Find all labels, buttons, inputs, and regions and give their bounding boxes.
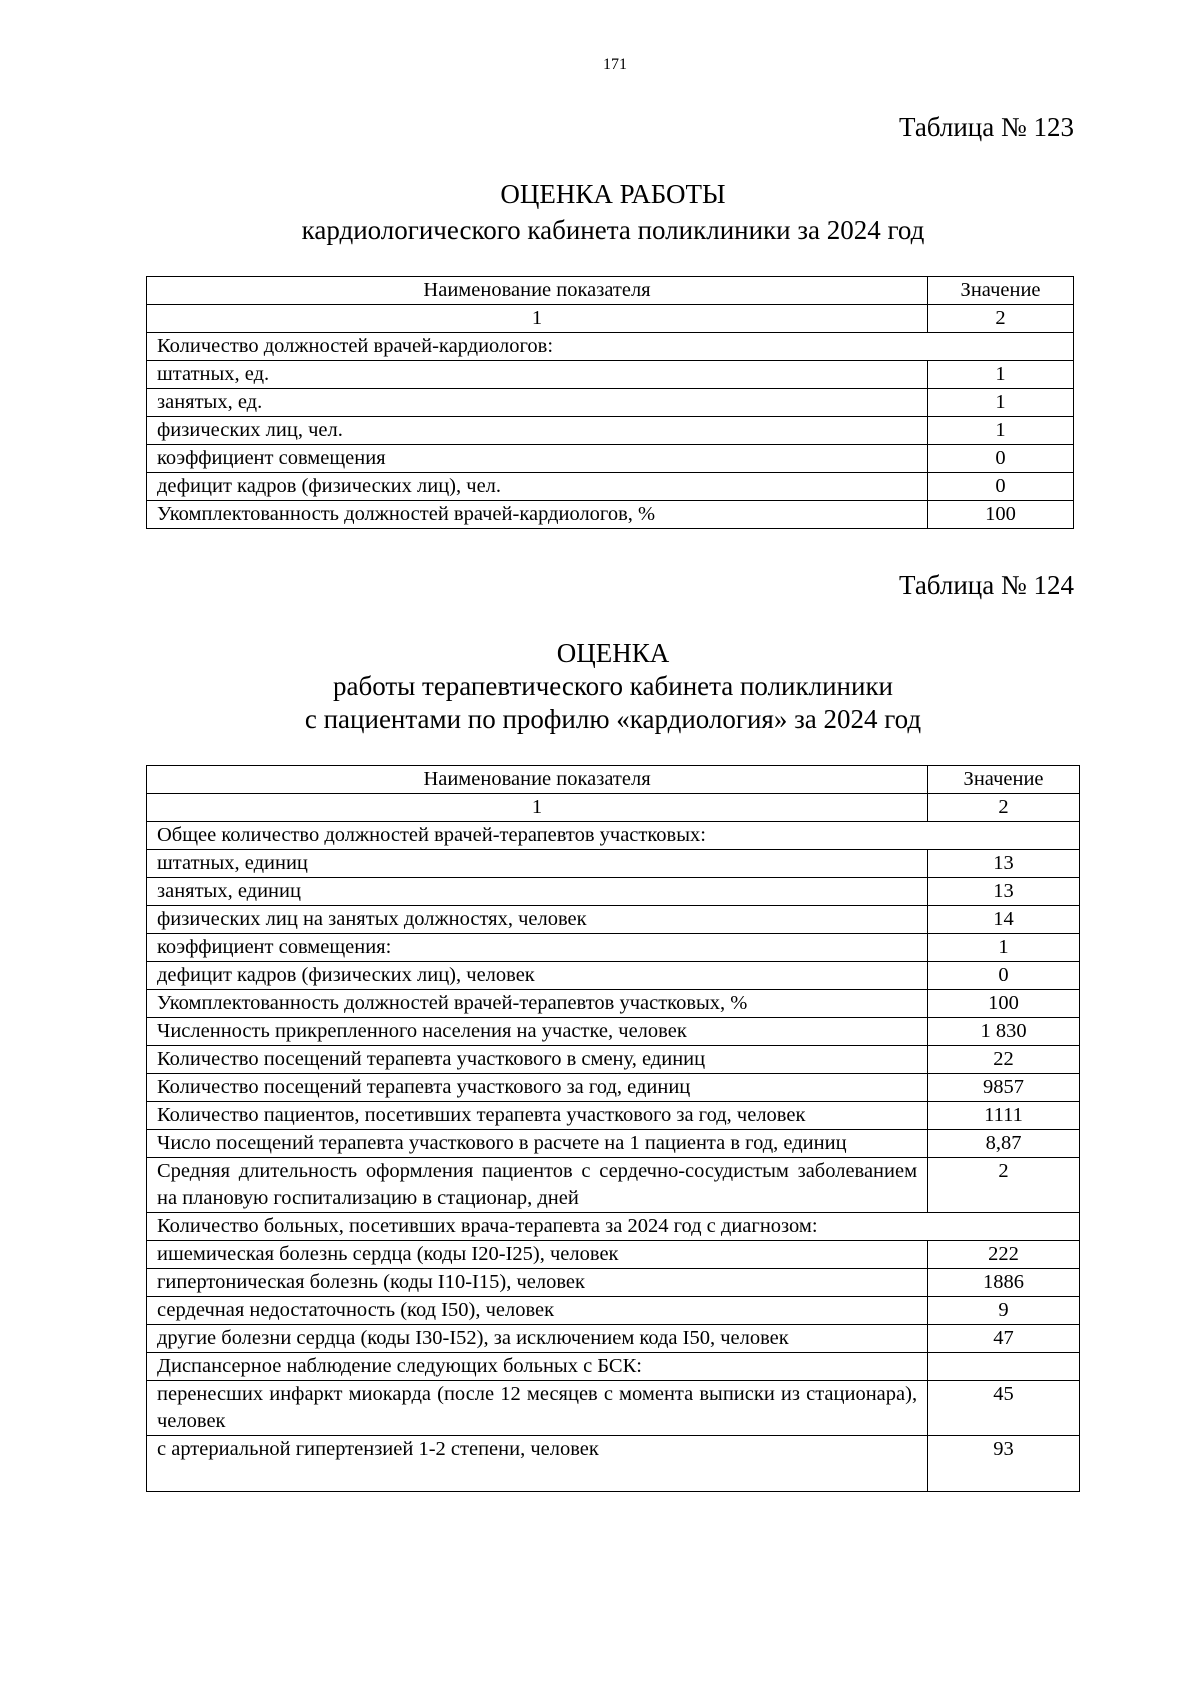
indicator-value: 100 [928, 990, 1080, 1018]
indicator-name: другие болезни сердца (коды I30-I52), за исключением кода I50, человек [147, 1325, 928, 1353]
table-index-row [147, 794, 1080, 822]
indicator-value: 8,87 [928, 1130, 1080, 1158]
table-row [147, 389, 1074, 417]
indicator-value: 1 [928, 361, 1074, 389]
table-row [147, 1436, 1080, 1492]
index-name-cell: 1 [147, 305, 928, 333]
indicator-name: Количество посещений терапевта участкового за год, единиц [147, 1074, 928, 1102]
table-row [147, 501, 1074, 529]
indicator-name: занятых, ед. [147, 389, 928, 417]
indicator-value: 2 [928, 1158, 1080, 1213]
table-123-subtitle: кардиологического кабинета поликлиники за 2024 год [301, 215, 925, 245]
indicator-name: Количество пациентов, посетивших терапевта участкового за год, человек [147, 1102, 928, 1130]
section-cell: Количество больных, посетивших врача-терапевта за 2024 год с диагнозом: [147, 1213, 1080, 1241]
table-row [147, 1381, 1080, 1436]
indicator-value: 93 [928, 1436, 1080, 1492]
header-name-cell: Наименование показателя [147, 277, 928, 305]
indicator-name: коэффициент совмещения [147, 445, 928, 473]
indicator-name: дефицит кадров (физических лиц), человек [147, 962, 928, 990]
indicator-value: 1 [928, 417, 1074, 445]
indicator-value: 100 [928, 501, 1074, 529]
indicator-value: 1 830 [928, 1018, 1080, 1046]
table-row [147, 1018, 1080, 1046]
indicator-value: 0 [928, 445, 1074, 473]
table-row [147, 361, 1074, 389]
section-cell: Общее количество должностей врачей-терапевтов участковых: [147, 822, 1080, 850]
table-row [147, 1102, 1080, 1130]
indicator-name: Количество посещений терапевта участкового в смену, единиц [147, 1046, 928, 1074]
indicator-value: 9 [928, 1297, 1080, 1325]
table-row [147, 1074, 1080, 1102]
header-value-cell: Значение [928, 277, 1074, 305]
table-124 [146, 765, 1080, 1492]
indicator-name: Численность прикрепленного населения на участке, человек [147, 1018, 928, 1046]
table-header-row [147, 277, 1074, 305]
table-row [147, 878, 1080, 906]
indicator-value: 0 [928, 473, 1074, 501]
table-header-row [147, 766, 1080, 794]
table-124-subtitle-line1: работы терапевтического кабинета поликлиники [332, 671, 894, 701]
table-index-row [147, 305, 1074, 333]
table-row [147, 1130, 1080, 1158]
indicator-value: 222 [928, 1241, 1080, 1269]
indicator-name: перенесших инфаркт миокарда (после 12 месяцев с момента выписки из стационара), человек [147, 1381, 928, 1436]
table-124-label: Таблица № 124 [899, 570, 1074, 600]
indicator-value: 14 [928, 906, 1080, 934]
indicator-value: 0 [928, 962, 1080, 990]
header-value-cell: Значение [928, 766, 1080, 794]
table-row [147, 934, 1080, 962]
indicator-value: 47 [928, 1325, 1080, 1353]
index-value-cell: 2 [928, 305, 1074, 333]
table-row [147, 1046, 1080, 1074]
indicator-value: 1886 [928, 1269, 1080, 1297]
table-row [147, 850, 1080, 878]
indicator-name: ишемическая болезнь сердца (коды I20-I25), человек [147, 1241, 928, 1269]
section-cell: Количество должностей врачей-кардиологов: [147, 333, 1074, 361]
table-124-subtitle-line2: с пациентами по профилю «кардиология» за 2024 год [304, 704, 922, 734]
table-123 [146, 276, 1074, 529]
indicator-name: гипертоническая болезнь (коды I10-I15), человек [147, 1269, 928, 1297]
table-row [147, 990, 1080, 1018]
index-value-cell: 2 [928, 794, 1080, 822]
section-row [147, 333, 1074, 361]
table-row [147, 445, 1074, 473]
indicator-name: сердечная недостаточность (код I50), человек [147, 1297, 928, 1325]
indicator-value: 1 [928, 389, 1074, 417]
indicator-name: штатных, ед. [147, 361, 928, 389]
indicator-name: дефицит кадров (физических лиц), чел. [147, 473, 928, 501]
table-124-title: ОЦЕНКА [556, 638, 670, 668]
indicator-value: 1111 [928, 1102, 1080, 1130]
table-row [147, 1269, 1080, 1297]
table-row [147, 1297, 1080, 1325]
table-123-label: Таблица № 123 [899, 112, 1074, 142]
indicator-name: Укомплектованность должностей врачей-кардиологов, % [147, 501, 928, 529]
section-cell: Диспансерное наблюдение следующих больных с БСК: [147, 1353, 928, 1381]
indicator-name: с артериальной гипертензией 1-2 степени, человек [147, 1436, 928, 1492]
section-row [147, 822, 1080, 850]
indicator-value: 45 [928, 1381, 1080, 1436]
table-row [147, 1325, 1080, 1353]
table-row [147, 473, 1074, 501]
table-row [147, 1158, 1080, 1213]
section-row [147, 1353, 1080, 1381]
empty-value-cell [928, 1353, 1080, 1381]
indicator-value: 1 [928, 934, 1080, 962]
page-number: 171 [603, 56, 627, 73]
header-name-cell: Наименование показателя [147, 766, 928, 794]
indicator-name: физических лиц на занятых должностях, человек [147, 906, 928, 934]
table-row [147, 417, 1074, 445]
index-name-cell: 1 [147, 794, 928, 822]
indicator-value: 9857 [928, 1074, 1080, 1102]
indicator-value: 13 [928, 878, 1080, 906]
indicator-name: физических лиц, чел. [147, 417, 928, 445]
indicator-name: Средняя длительность оформления пациентов с сердечно-сосудистым заболеванием на плановую госпитализацию в стационар, дней [147, 1158, 928, 1213]
indicator-name: Число посещений терапевта участкового в расчете на 1 пациента в год, единиц [147, 1130, 928, 1158]
indicator-name: штатных, единиц [147, 850, 928, 878]
indicator-value: 13 [928, 850, 1080, 878]
table-row [147, 962, 1080, 990]
indicator-name: занятых, единиц [147, 878, 928, 906]
table-row [147, 1241, 1080, 1269]
indicator-name: коэффициент совмещения: [147, 934, 928, 962]
section-row [147, 1213, 1080, 1241]
indicator-name: Укомплектованность должностей врачей-терапевтов участковых, % [147, 990, 928, 1018]
table-row [147, 906, 1080, 934]
indicator-value: 22 [928, 1046, 1080, 1074]
table-123-title: ОЦЕНКА РАБОТЫ [500, 179, 726, 209]
